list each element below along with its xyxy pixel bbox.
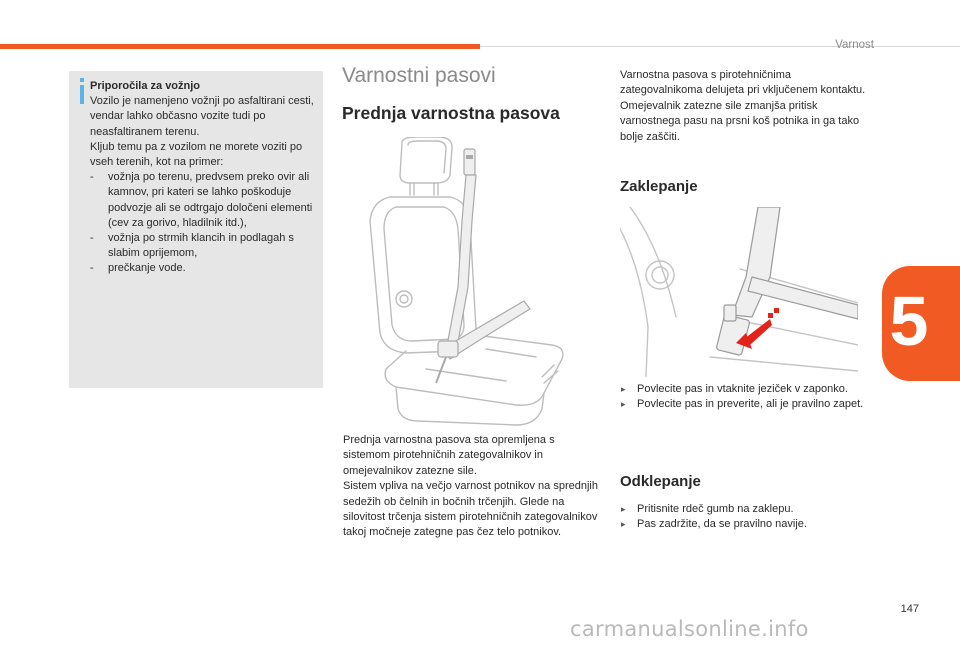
- list-item: ▸ Povlecite pas in vtaknite jeziček v zaponko.: [620, 382, 882, 397]
- seat-belt-illustration: [366, 137, 586, 427]
- list-item: - prečkanje vode.: [90, 261, 318, 276]
- fastening-steps: [620, 382, 882, 413]
- header-divider: [480, 46, 960, 47]
- unfastening-steps: [620, 502, 882, 533]
- info-icon: [77, 78, 87, 104]
- list-item: ▸ Pritisnite rdeč gumb na zaklepu.: [620, 502, 882, 517]
- heading-fastening: Zaklepanje: [620, 178, 698, 195]
- header-accent-bar: [0, 44, 480, 49]
- paragraph: Varnostna pasova s pirotehničnima zategovalnikoma delujeta pri vključenem kontaktu.: [620, 69, 866, 97]
- info-content: [90, 79, 318, 277]
- subsection-title: Prednja varnostna pasova: [342, 103, 560, 123]
- info-title: Priporočila za vožnjo: [90, 80, 201, 92]
- list-item: - vožnja po terenu, predvsem preko ovir ali kamnov, pri kateri se lahko poškoduje podvozje ali se odtrgajo določeni elementi (cev za gorivo, hladilnik itd.),: [90, 170, 318, 231]
- body-text: [343, 433, 601, 541]
- info-paragraph: Kljub temu pa z vozilom ne morete voziti po vseh terenih, kot na primer:: [90, 140, 303, 169]
- paragraph: Omejevalnik zatezne sile zmanjša pritisk varnostnega pasu na prsni koš potnika in ga tako bolje zaščiti.: [620, 99, 860, 143]
- watermark: carmanualsonline.info: [570, 617, 809, 641]
- list-item: ▸ Povlecite pas in preverite, ali je pravilno zapet.: [620, 397, 882, 412]
- section-title: Varnostni pasovi: [342, 64, 496, 87]
- info-paragraph: Vozilo je namenjeno vožnji po asfaltirani cesti, vendar lahko občasno vozite tudi po neasfaltiranem terenu.: [90, 95, 314, 138]
- page-number: 147: [900, 603, 919, 615]
- buckle-illustration: [620, 207, 858, 377]
- info-box: [69, 71, 323, 388]
- list-item: ▸ Pas zadržite, da se pravilno navije.: [620, 517, 882, 532]
- chapter-title: Varnost: [835, 39, 874, 51]
- paragraph: Prednja varnostna pasova sta opremljena s sistemom pirotehničnih zategovalnikov in omejevalnikov zatezne sile.: [343, 434, 555, 477]
- chapter-number: 5: [889, 282, 929, 360]
- paragraph: Sistem vpliva na večjo varnost potnikov na sprednjih sedežih ob čelnih in bočnih trčenjih. Glede na silovitost trčenja sistem pirotehničnih zategovalnikov takoj močneje zategne pas čez telo potnikov.: [343, 480, 598, 539]
- info-list: [90, 170, 318, 276]
- list-item: - vožnja po strmih klancih in podlagah s slabim oprijemom,: [90, 231, 318, 261]
- heading-unfastening: Odklepanje: [620, 473, 701, 490]
- body-text: [620, 68, 875, 145]
